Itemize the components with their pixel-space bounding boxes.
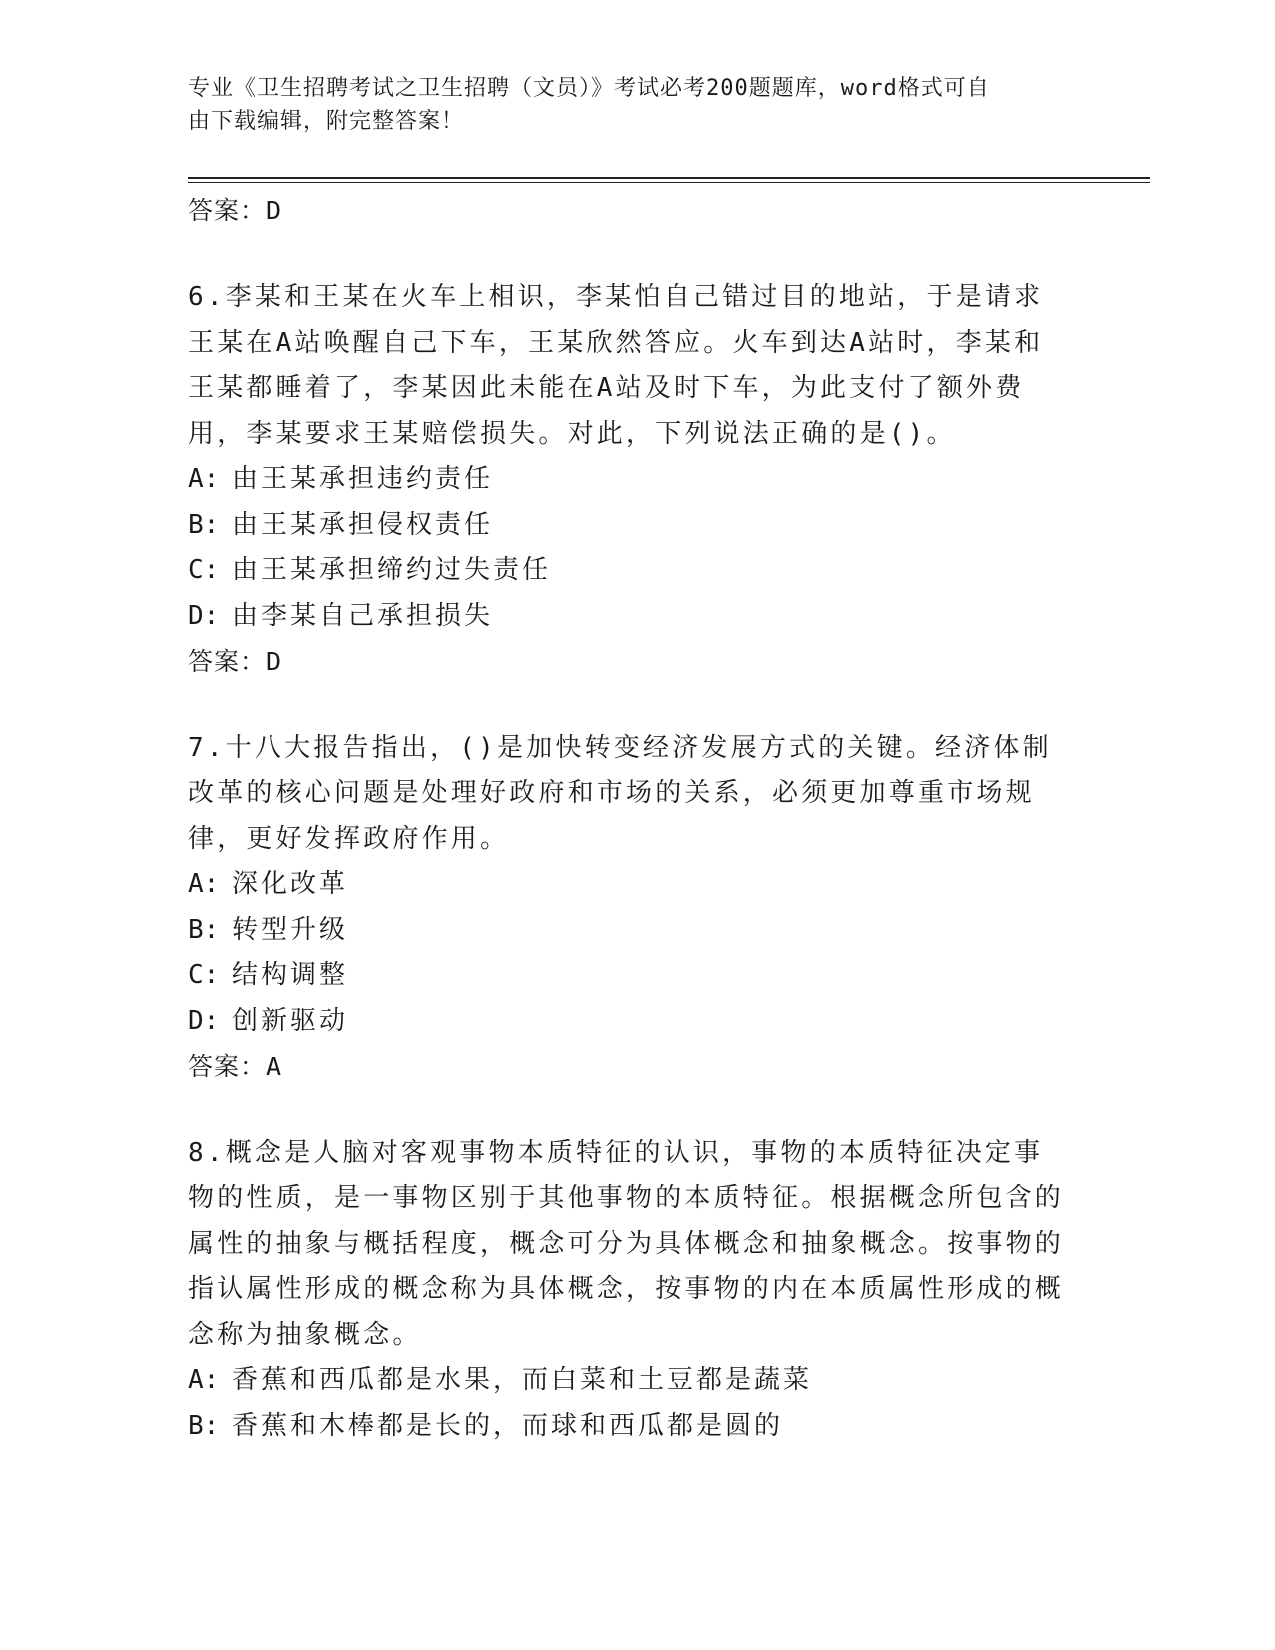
option-text: 创新驱动: [232, 1005, 349, 1036]
option-key: C:: [188, 960, 220, 990]
option-text: 香蕉和西瓜都是水果，而白菜和土豆都是蔬菜: [232, 1365, 813, 1395]
option-b: [188, 908, 1068, 954]
question-text: 8.概念是人脑对客观事物本质特征的认识，事物的本质特征决定事物的性质，是一事物区别于其他事物的本质特征。根据概念所包含的属性的抽象与概括程度，概念可分为具体概念和抽象概念。按事物的指认属性形成的概念称为具体概念，按事物的内在本质属性形成的概念称为抽象概念。: [188, 1137, 1065, 1350]
question-answer: 答案：A: [188, 1052, 283, 1081]
option-a: [188, 457, 1068, 503]
option-d: [188, 594, 1068, 640]
option-c: [188, 953, 1068, 999]
question-8: [188, 1131, 1068, 1450]
option-d: [188, 999, 1068, 1045]
header-divider: [188, 177, 1150, 179]
question-text: 6.李某和王某在火车上相识，李某怕自己错过目的地站，于是请求王某在A站唤醒自己下车，王某欣然答应。火车到达A站时，李某和王某都睡着了，李某因此未能在A站及时下车，为此支付了额外费用，李某要求王某赔偿损失。对此，下列说法正确的是()。: [188, 282, 1044, 449]
option-key: D:: [188, 600, 220, 631]
question-6: [188, 275, 1068, 685]
option-a: [188, 862, 1068, 908]
header-line-2: 由下载编辑，附完整答案！: [188, 109, 465, 134]
previous-question-answer: 答案：D: [188, 196, 283, 225]
option-key: B:: [188, 509, 220, 540]
header-line-1: 专业《卫生招聘考试之卫生招聘（文员）》考试必考200题题库，word格式可自: [188, 76, 990, 101]
question-7: [188, 726, 1068, 1090]
option-text: 由王某承担侵权责任: [232, 509, 494, 540]
option-text: 由王某承担缔约过失责任: [232, 555, 552, 585]
option-key: A:: [188, 464, 220, 494]
questions-content: [188, 188, 1068, 1449]
option-b: [188, 503, 1068, 549]
option-text: 转型升级: [232, 914, 349, 945]
header-divider-thin: [188, 182, 1150, 183]
option-text: 由李某自己承担损失: [232, 600, 494, 631]
option-key: B:: [188, 914, 220, 945]
option-text: 由王某承担违约责任: [232, 464, 494, 494]
question-answer: 答案：D: [188, 647, 283, 676]
option-key: A:: [188, 869, 220, 899]
option-text: 结构调整: [232, 960, 349, 990]
option-key: C:: [188, 555, 220, 585]
option-key: A:: [188, 1365, 220, 1395]
option-a: [188, 1358, 1068, 1404]
option-text: 深化改革: [232, 869, 349, 899]
option-key: D:: [188, 1005, 220, 1036]
question-text: 7.十八大报告指出，()是加快转变经济发展方式的关键。经济体制改革的核心问题是处理好政府和市场的关系，必须更加尊重市场规律，更好发挥政府作用。: [188, 732, 1052, 854]
option-text: 香蕉和木棒都是长的，而球和西瓜都是圆的: [232, 1410, 784, 1441]
option-c: [188, 548, 1068, 594]
option-b: [188, 1404, 1068, 1450]
option-key: B:: [188, 1410, 220, 1441]
document-header: [188, 72, 1068, 138]
